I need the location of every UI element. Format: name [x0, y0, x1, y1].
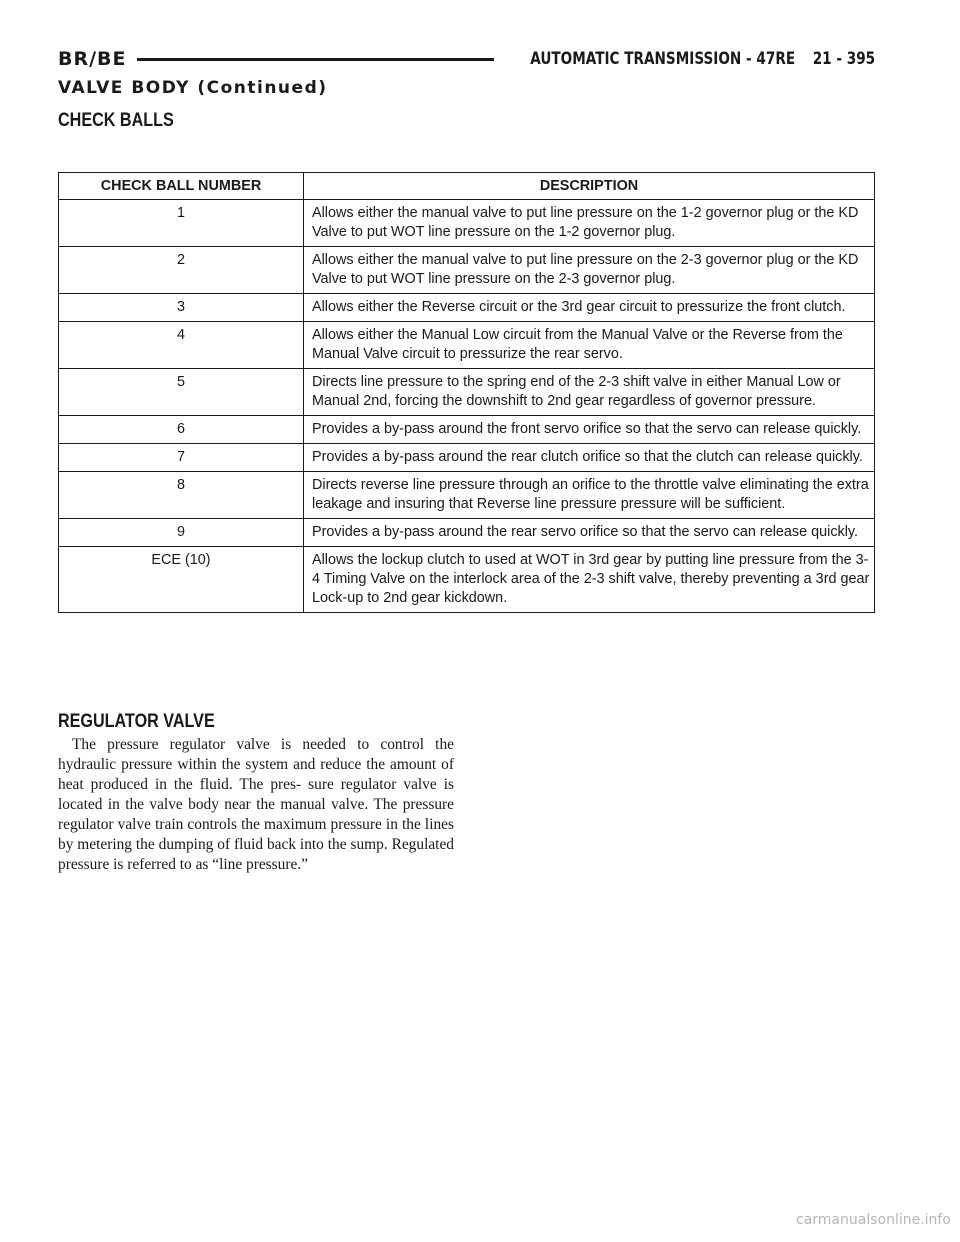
check-ball-number: 5 — [59, 369, 304, 416]
check-ball-description: Provides a by-pass around the rear clutch orifice so that the clutch can release quickly. — [304, 444, 875, 472]
check-ball-description: Allows the lockup clutch to used at WOT in 3rd gear by putting line pressure from the 3-4 Timing Valve on the interlock area of the 2-3 shift valve, thereby preventing a 3rd gear Lock-up to 2nd gear kickdown. — [304, 547, 875, 613]
table-header-row — [59, 173, 875, 200]
check-ball-description: Directs line pressure to the spring end of the 2-3 shift valve in either Manual Low or Manual 2nd, forcing the downshift to 2nd gear regardless of governor pressure. — [304, 369, 875, 416]
table-row — [59, 472, 875, 519]
table-row — [59, 416, 875, 444]
table-row — [59, 294, 875, 322]
check-ball-description: Allows either the manual valve to put line pressure on the 1-2 governor plug or the KD Valve to put WOT line pressure on the 1-2 governor plug. — [304, 200, 875, 247]
check-ball-number: ECE (10) — [59, 547, 304, 613]
regulator-valve-body — [58, 735, 454, 875]
check-balls-table — [58, 172, 875, 613]
regulator-valve-paragraph: The pressure regulator valve is needed to control the hydraulic pressure within the system and reduce the amount of heat produced in the fluid. The pres- sure regulator valve is located in the valve body near the manual valve. The pressure regulator valve train controls the maximum pressure in the lines by metering the dumping of fluid back into the sump. Regulated pressure is referred to as “line pressure.” — [58, 736, 454, 873]
table-row — [59, 247, 875, 294]
check-ball-number: 6 — [59, 416, 304, 444]
check-ball-description: Directs reverse line pressure through an orifice to the throttle valve eliminating the extra leakage and insuring that Reverse line pressure pressure will be sufficient. — [304, 472, 875, 519]
check-ball-number: 1 — [59, 200, 304, 247]
page-header — [58, 44, 875, 74]
check-ball-description: Provides a by-pass around the rear servo orifice so that the servo can release quickly. — [304, 519, 875, 547]
check-ball-number: 7 — [59, 444, 304, 472]
column-header: CHECK BALL NUMBER — [59, 173, 304, 200]
section-name: AUTOMATIC TRANSMISSION - 47RE — [530, 49, 795, 69]
table-row — [59, 322, 875, 369]
header-right — [530, 49, 875, 69]
vehicle-code: BR/BE — [58, 48, 127, 70]
check-ball-number: 8 — [59, 472, 304, 519]
check-ball-number: 4 — [59, 322, 304, 369]
check-ball-description: Allows either the Reverse circuit or the 3rd gear circuit to pressurize the front clutch. — [304, 294, 875, 322]
column-header: DESCRIPTION — [304, 173, 875, 200]
table-row — [59, 369, 875, 416]
check-ball-description: Provides a by-pass around the front servo orifice so that the servo can release quickly. — [304, 416, 875, 444]
site-watermark: carmanualsonline.info — [796, 1212, 951, 1228]
check-balls-title: CHECK BALLS — [58, 110, 174, 131]
table-row — [59, 444, 875, 472]
table-row — [59, 547, 875, 613]
page-number: 21 - 395 — [812, 49, 875, 69]
table-row — [59, 519, 875, 547]
header-rule — [137, 58, 494, 61]
check-ball-number: 9 — [59, 519, 304, 547]
regulator-valve-title: REGULATOR VALVE — [58, 711, 215, 732]
table-row — [59, 200, 875, 247]
check-ball-description: Allows either the Manual Low circuit from the Manual Valve or the Reverse from the Manual Valve circuit to pressurize the rear servo. — [304, 322, 875, 369]
check-ball-number: 3 — [59, 294, 304, 322]
check-ball-number: 2 — [59, 247, 304, 294]
continued-heading: VALVE BODY (Continued) — [58, 78, 328, 98]
check-ball-description: Allows either the manual valve to put line pressure on the 2-3 governor plug or the KD Valve to put WOT line pressure on the 2-3 governor plug. — [304, 247, 875, 294]
